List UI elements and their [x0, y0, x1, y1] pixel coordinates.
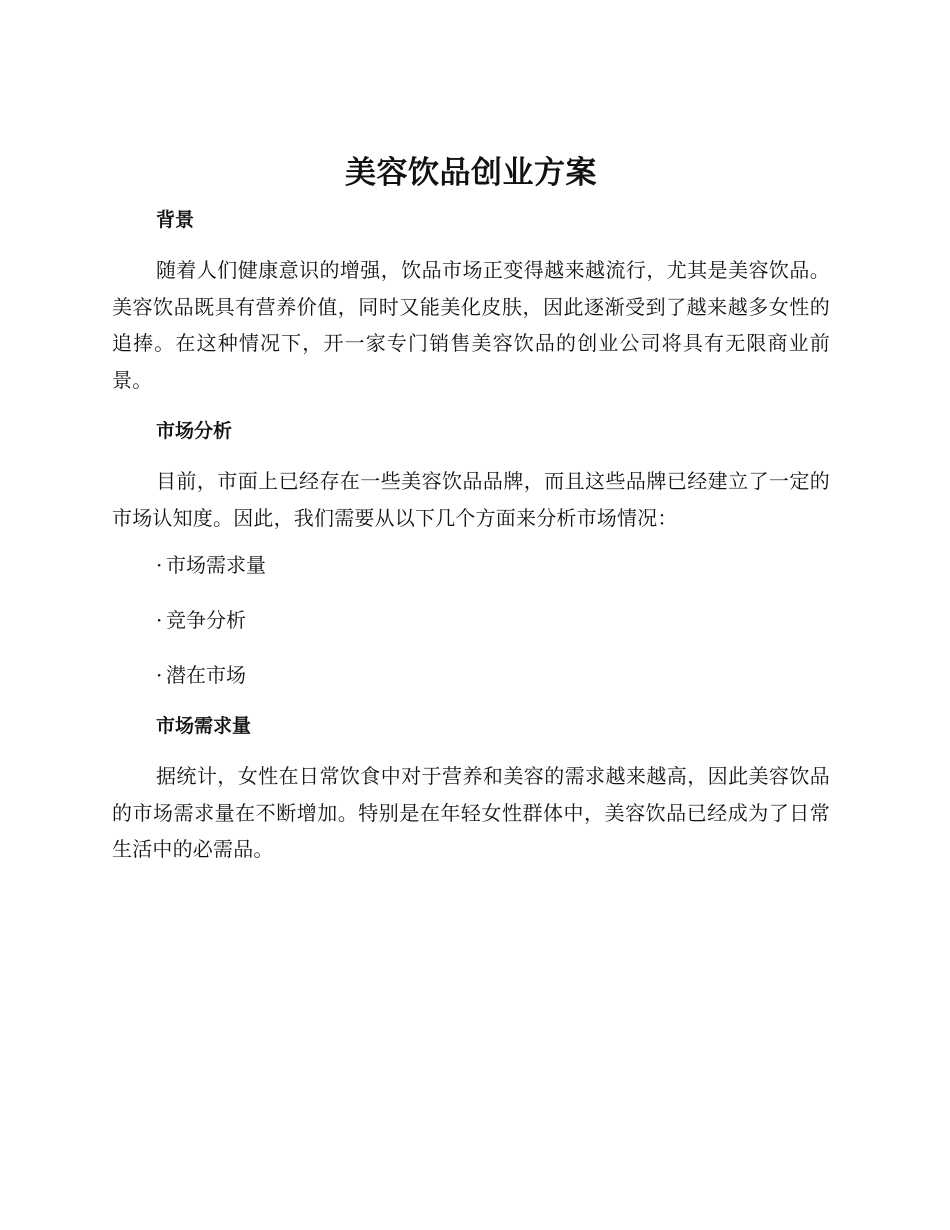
bullet-marker: · [156, 553, 163, 577]
document-body [112, 150, 830, 868]
market-analysis-list [112, 550, 830, 690]
list-item [112, 605, 830, 635]
section-paragraph-market-demand: 据统计，女性在日常饮食中对于营养和美容的需求越来越高，因此美容饮品的市场需求量在不断增加。特别是在年轻女性群体中，美容饮品已经成为了日常生活中的必需品。 [112, 764, 830, 861]
list-item [112, 660, 830, 690]
list-item [112, 550, 830, 580]
bullet-marker: · [156, 608, 163, 632]
list-item-text: 市场需求量 [166, 553, 266, 577]
list-item-text: 竞争分析 [166, 608, 246, 632]
list-item-text: 潜在市场 [166, 663, 246, 687]
document-title: 美容饮品创业方案 [345, 155, 597, 191]
section-heading-market-analysis: 市场分析 [156, 420, 233, 442]
section-paragraph-market-analysis: 目前，市面上已经存在一些美容饮品品牌，而且这些品牌已经建立了一定的市场认知度。因此，我们需要从以下几个方面来分析市场情况： [112, 469, 830, 530]
section-heading-background: 背景 [156, 209, 195, 231]
section-heading-market-demand: 市场需求量 [156, 715, 252, 737]
section-paragraph-background: 随着人们健康意识的增强，饮品市场正变得越来越流行，尤其是美容饮品。美容饮品既具有营养价值，同时又能美化皮肤，因此逐渐受到了越来越多女性的追捧。在这种情况下，开一家专门销售美容饮品的创业公司将具有无限商业前景。 [112, 258, 830, 392]
bullet-marker: · [156, 663, 163, 687]
